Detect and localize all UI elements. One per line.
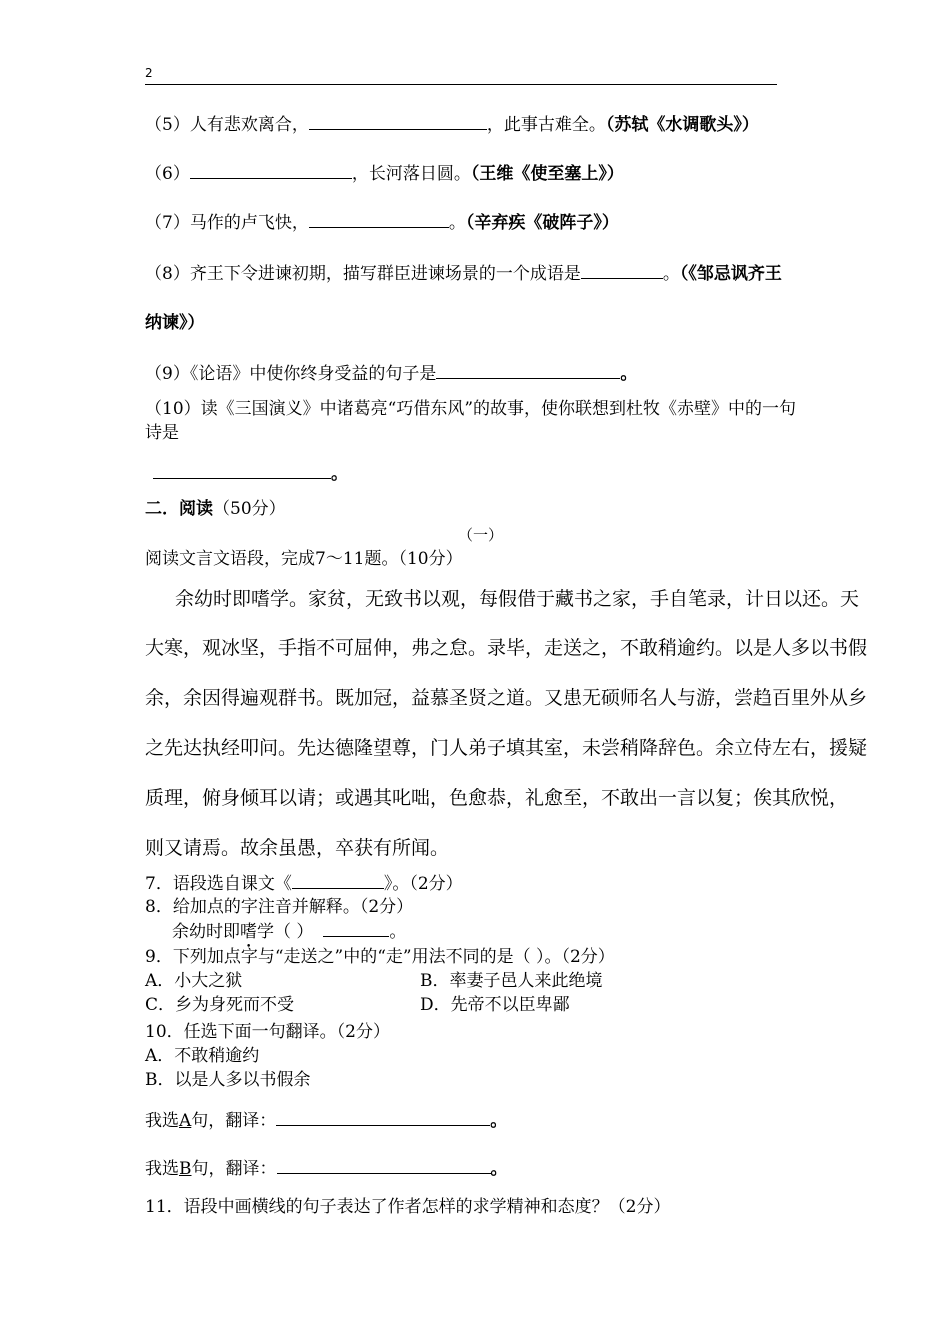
section-2-title: 二．阅读（50分） xyxy=(145,499,286,519)
fill-item-10-line2: 诗是 xyxy=(145,423,179,443)
fill-item-8: （8）齐王下令进谏初期，描写群臣进谏场景的一个成语是 。（《邹忌讽齐王 xyxy=(145,264,782,284)
fill-item-10-line3: 。 xyxy=(145,462,348,485)
source-citation: （《邹忌讽齐王 xyxy=(679,264,782,284)
answer-blank[interactable] xyxy=(190,162,352,179)
passage-line: 之先达执经叩问。先达德隆望尊，门人弟子填其室，未尝稍降辞色。余立侍左右，援疑 xyxy=(145,737,868,759)
fill-item-10-line1: （10）读《三国演义》中诸葛亮“巧借东风”的故事，使你联想到杜牧《赤壁》中的一句 xyxy=(145,399,797,419)
question-10: 10．任选下面一句翻译。（2分） xyxy=(145,1022,390,1042)
answer-blank[interactable] xyxy=(309,113,487,130)
answer-blank[interactable] xyxy=(323,920,389,937)
question-8-sub: 余幼时即嗜学（ ） 。 xyxy=(172,922,407,942)
q9-option-d: D．先帝不以臣卑鄙 xyxy=(420,995,570,1015)
passage-line: 余幼时即嗜学。家贫，无致书以观，每假借于藏书之家，手自笔录，计日以还。天 xyxy=(175,588,860,610)
q10-option-b: B．以是人多以书假余 xyxy=(145,1070,311,1090)
page-number: 2 xyxy=(145,66,153,80)
q9-option-c: C．乡为身死而不受 xyxy=(145,995,295,1015)
header-rule xyxy=(145,84,777,85)
answer-blank[interactable] xyxy=(292,872,384,889)
source-citation-cont: 纳谏》） xyxy=(145,313,205,333)
passage-number: （一） xyxy=(458,526,504,544)
answer-blank[interactable] xyxy=(436,362,620,379)
dotted-char: 嗜 xyxy=(240,922,257,942)
question-8: 8．给加点的字注音并解释。（2分） xyxy=(145,897,414,917)
fill-item-6: （6） ，长河落日圆。（王维《使至塞上》） xyxy=(145,164,624,184)
passage-line: 大寒，观冰坚，手指不可屈伸，弗之怠。录毕，走送之，不敢稍逾约。以是人多以书假 xyxy=(145,637,868,659)
source-citation: （王维《使至塞上》） xyxy=(470,164,624,184)
question-11: 11．语段中画横线的句子表达了作者怎样的求学精神和态度？（2分） xyxy=(145,1197,671,1217)
fill-item-5: （5）人有悲欢离合， ，此事古难全。（苏轼《水调歌头》） xyxy=(145,115,759,135)
passage-intro: 阅读文言文语段，完成7～11题。（10分） xyxy=(145,549,463,569)
question-9: 9．下列加点字与“走送之”中的“走”用法不同的是（ ）。（2分） xyxy=(145,947,615,967)
source-citation: （苏轼《水调歌头》） xyxy=(605,115,759,135)
passage-line: 则又请焉。故余虽愚，卒获有所闻。 xyxy=(145,837,450,859)
answer-blank[interactable] xyxy=(581,262,663,279)
answer-blank[interactable] xyxy=(309,211,449,228)
q9-option-b: B．率妻子邑人来此绝境 xyxy=(420,971,603,991)
translate-b-line: 我选B句，翻译： 。 xyxy=(145,1159,508,1179)
passage-line: 质理，俯身倾耳以请；或遇其叱咄，色愈恭，礼愈至，不敢出一言以复；俟其欣悦， xyxy=(145,787,849,809)
question-7: 7．语段选自课文《 》。（2分） xyxy=(145,874,463,894)
answer-blank[interactable] xyxy=(153,462,331,479)
translate-a-line: 我选A句，翻译： 。 xyxy=(145,1111,508,1131)
fill-item-7: （7）马作的卢飞快， 。（辛弃疾《破阵子》） xyxy=(145,213,619,233)
q10-option-a: A．不敢稍逾约 xyxy=(145,1046,260,1066)
passage-line: 余，余因得遍观群书。既加冠，益慕圣贤之道。又患无硕师名人与游，尝趋百里外从乡 xyxy=(145,687,868,709)
q9-option-a: A．小大之狱 xyxy=(145,971,243,991)
answer-blank[interactable] xyxy=(277,1157,491,1174)
source-citation: （辛弃疾《破阵子》） xyxy=(465,213,619,233)
fill-item-9: （9）《论语》中使你终身受益的句子是 。 xyxy=(145,364,638,384)
answer-blank[interactable] xyxy=(276,1109,490,1126)
